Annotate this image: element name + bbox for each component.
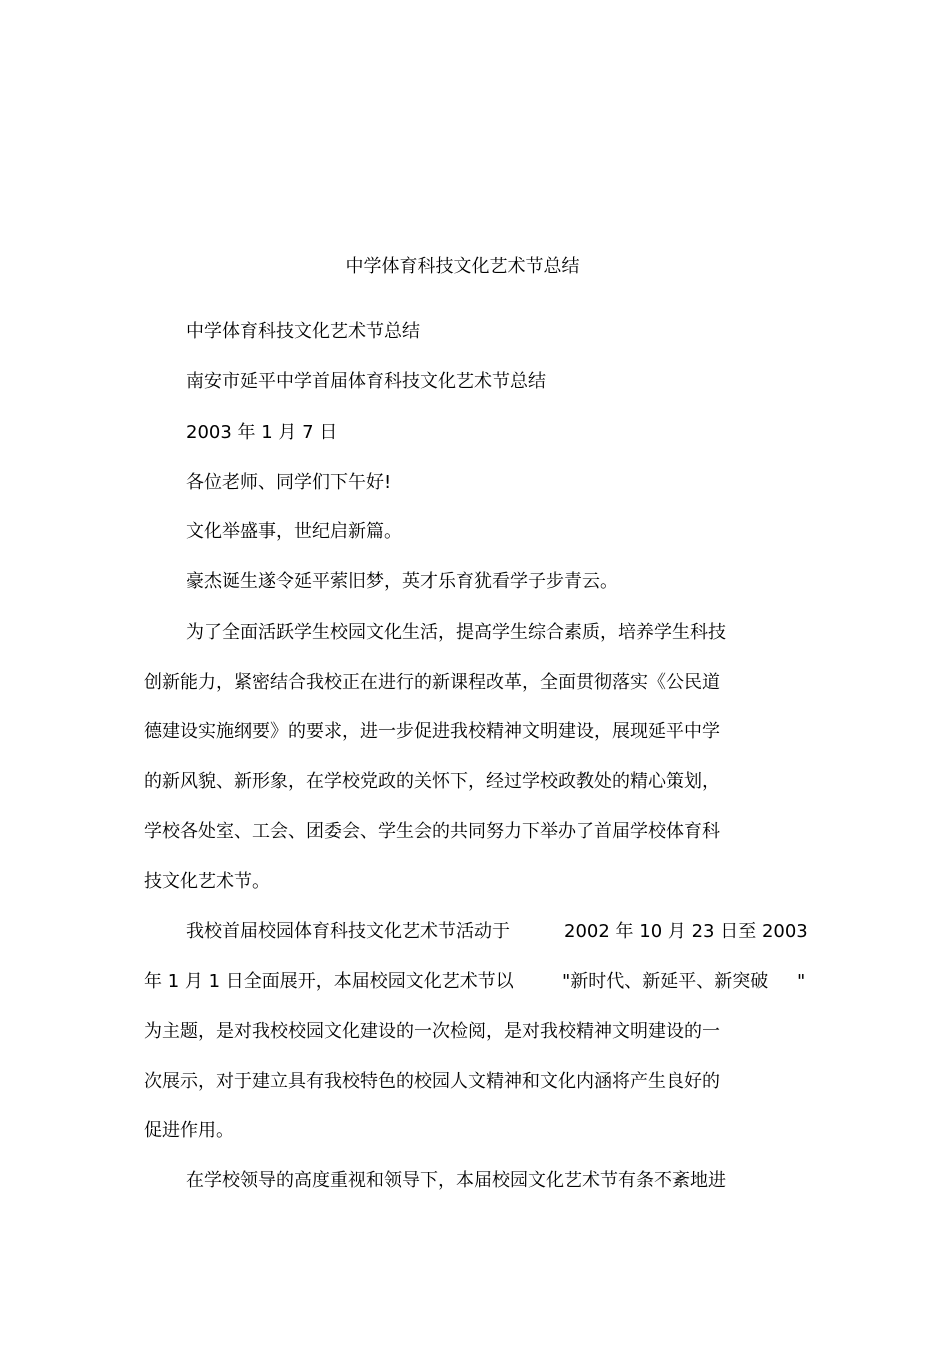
paragraph-2-line: 为主题，是对我校校园文化建设的一次检阅，是对我校精神文明建设的一 [144, 1021, 720, 1042]
paragraph-2-line: 次展示，对于建立具有我校特色的校园人文精神和文化内涵将产生良好的 [144, 1071, 720, 1092]
document-title: 中学体育科技文化艺术节总结 [345, 256, 580, 277]
paragraph-2-line-2-theme: "新时代、新延平、新突破 [562, 971, 769, 992]
couplet-line-1: 文化举盛事，世纪启新篇。 [186, 521, 402, 542]
paragraph-1-line: 为了全面活跃学生校园文化生活，提高学生综合素质，培养学生科技 [186, 622, 726, 643]
document-date: 2003 年 1 月 7 日 [186, 422, 338, 443]
document-heading: 南安市延平中学首届体育科技文化艺术节总结 [186, 371, 546, 392]
paragraph-2-line-2-quote: " [797, 971, 806, 992]
paragraph-2-line-2-text: 年 1 月 1 日全面展开，本届校园文化艺术节以 [144, 971, 514, 992]
greeting-line: 各位老师、同学们下午好! [186, 472, 392, 493]
paragraph-1-line: 学校各处室、工会、团委会、学生会的共同努力下举办了首届学校体育科 [144, 821, 720, 842]
document-subtitle: 中学体育科技文化艺术节总结 [186, 321, 420, 342]
paragraph-1-line: 德建设实施纲要》的要求，进一步促进我校精神文明建设，展现延平中学 [144, 721, 720, 742]
paragraph-2-line-1-text: 我校首届校园体育科技文化艺术节活动于 [186, 921, 510, 942]
paragraph-2-line-1-dates: 2002 年 10 月 23 日至 2003 [564, 921, 808, 942]
paragraph-3-line: 在学校领导的高度重视和领导下，本届校园文化艺术节有条不紊地进 [186, 1170, 726, 1191]
couplet-line-2: 豪杰诞生遂令延平萦旧梦，英才乐育犹看学子步青云。 [186, 571, 618, 592]
paragraph-1-line: 创新能力，紧密结合我校正在进行的新课程改革，全面贯彻落实《公民道 [144, 672, 720, 693]
paragraph-1-line: 的新风貌、新形象，在学校党政的关怀下，经过学校政教处的精心策划， [144, 771, 720, 792]
paragraph-2-line: 促进作用。 [144, 1120, 234, 1141]
paragraph-1-line: 技文化艺术节。 [144, 871, 270, 892]
